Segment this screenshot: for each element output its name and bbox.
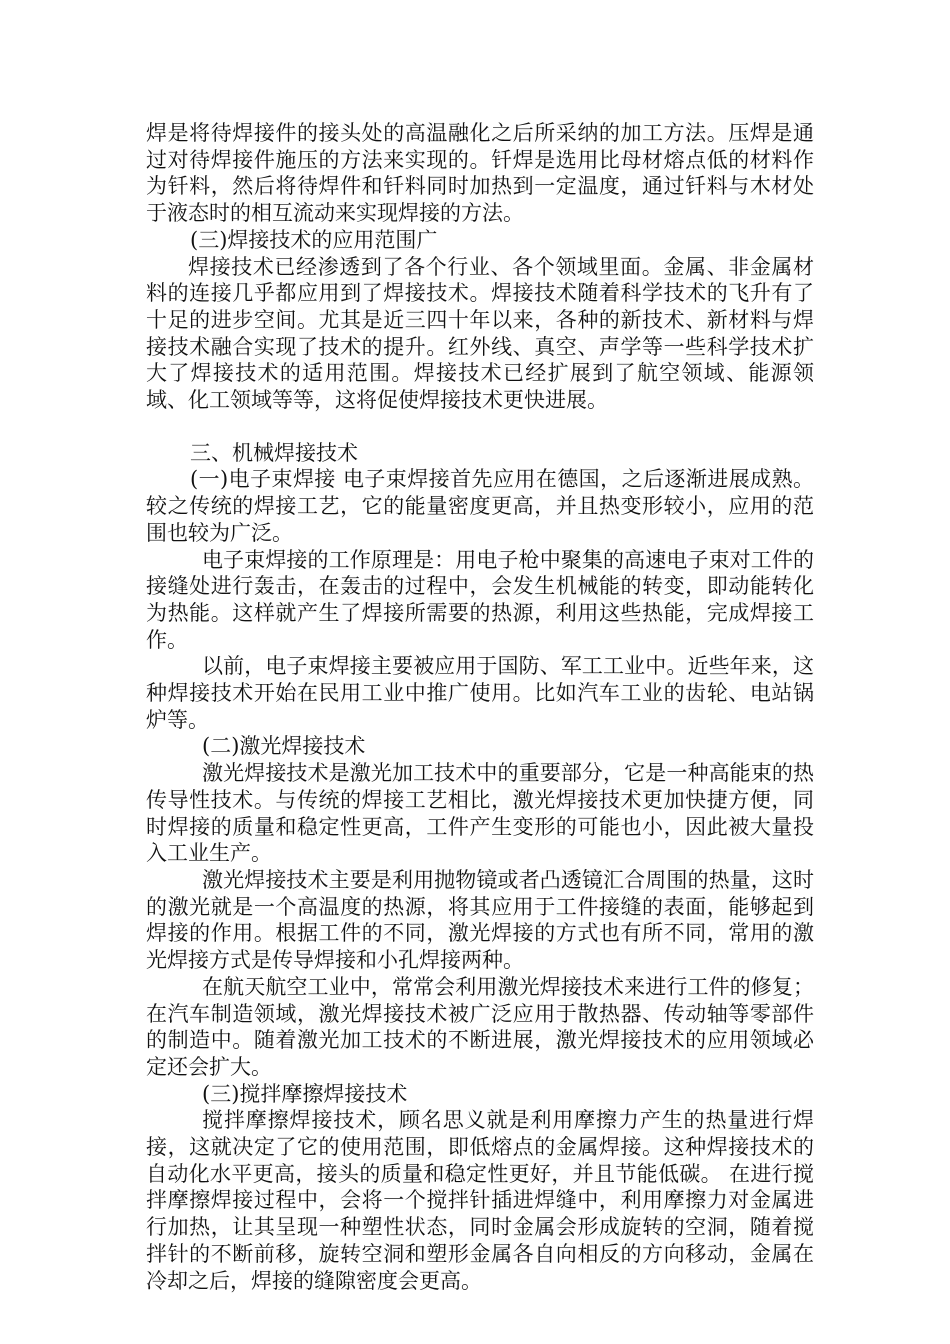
- paragraph-laser-intro: 激光焊接技术是激光加工技术中的重要部分，它是一种高能束的热传导性技术。与传统的焊接工艺相比，激光焊接技术更加快捷方便，同时焊接的质量和稳定性更高，工件产生变形的可能也小，因此被大量投入工业生产。: [146, 761, 814, 866]
- paragraph-laser-uses: 在航天航空工业中，常常会利用激光焊接技术来进行工件的修复；在汽车制造领域，激光焊接技术被广泛应用于散热器、传动轴等零部件的制造中。随着激光加工技术的不断进展，激光焊接技术的应用领域必定还会扩大。: [146, 974, 814, 1079]
- paragraph-electron-beam-principle: 电子束焊接的工作原理是：用电子枪中聚集的高速电子束对工件的接缝处进行轰击，在轰击的过程中，会发生机械能的转变，即动能转化为热能。这样就产生了焊接所需要的热源，利用这些热能，完成焊接工作。: [146, 547, 814, 652]
- paragraph-application-range: 焊接技术已经渗透到了各个行业、各个领域里面。金属、非金属材料的连接几乎都应用到了焊接技术。焊接技术随着科学技术的飞升有了十足的进步空间。尤其是近三四十年以来，各种的新技术、新材料与焊接技术融合实现了技术的提升。红外线、真空、声学等一些科学技术扩大了焊接技术的适用范围。焊接技术已经扩展到了航空领域、能源领域、化工领域等等，这将促使焊接技术更快进展。: [146, 254, 814, 413]
- subheading-laser-welding: (二)激光焊接技术: [202, 734, 366, 759]
- paragraph-friction-stir: 搅拌摩擦焊接技术，顾名思义就是利用摩擦力产生的热量进行焊接，这就决定了它的使用范围，即低熔点的金属焊接。这种焊接技术的自动化水平更高，接头的质量和稳定性更好，并且节能低碳。 在进行搅拌摩擦焊接过程中，会将一个搅拌针插进焊缝中，利用摩擦力对金属进行加热，让其呈现一种塑性状态，同时金属会形成旋转的空洞，随着搅拌针的不断前移，旋转空洞和塑形金属各自向相反的方向移动，金属在冷却之后，焊接的缝隙密度会更高。: [146, 1108, 814, 1293]
- paragraph-laser-principle: 激光焊接技术主要是利用抛物镜或者凸透镜汇合周围的热量，这时的激光就是一个高温度的热源，将其应用于工件接缝的表面，能够起到焊接的作用。根据工件的不同，激光焊接的方式也有所不同，常用的激光焊接方式是传导焊接和小孔焊接两种。: [146, 867, 814, 973]
- paragraph-electron-beam-uses: 以前，电子束焊接主要被应用于国防、军工工业中。近些年来，这种焊接技术开始在民用工业中推广使用。比如汽车工业的齿轮、电站锅炉等。: [146, 654, 814, 732]
- section-gap: [146, 414, 814, 440]
- paragraph-electron-beam-intro: (一)电子束焊接 电子束焊接首先应用在德国，之后逐渐进展成熟。较之传统的焊接工艺，它的能量密度更高，并且热变形较小，应用的范围也较为广泛。: [146, 467, 814, 545]
- document-page: [146, 120, 814, 1294]
- paragraph-welding-methods: 焊是将待焊接件的接头处的高温融化之后所采纳的加工方法。压焊是通过对待焊接件施压的方法来实现的。钎焊是选用比母材熔点低的材料作为钎料，然后将待焊件和钎料同时加热到一定温度，通过钎料与木材处于液态时的相互流动来实现焊接的方法。: [146, 121, 814, 226]
- subheading-friction-stir-welding: (三)搅拌摩擦焊接技术: [202, 1081, 408, 1106]
- section-heading-mechanical-welding: 三、机械焊接技术: [190, 440, 358, 465]
- subheading-application-range: (三)焊接技术的应用范围广: [190, 227, 438, 252]
